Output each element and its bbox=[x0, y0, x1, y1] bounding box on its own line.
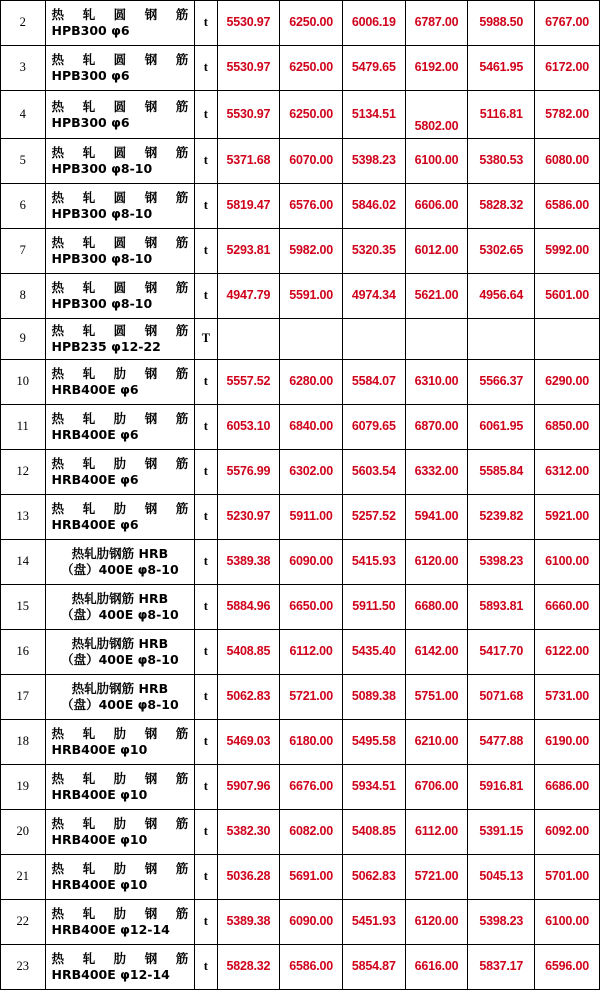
material-name-line2: HRB400E φ10 bbox=[51, 832, 148, 847]
price-value-cell: 5389.38 bbox=[217, 900, 280, 945]
price-value-cell: 4956.64 bbox=[468, 274, 535, 319]
material-name-cell bbox=[45, 810, 195, 855]
material-name-line2: HRB400E φ6 bbox=[51, 427, 139, 442]
price-value-cell bbox=[468, 319, 535, 360]
unit-cell: t bbox=[195, 675, 217, 720]
price-value-cell: 6586.00 bbox=[535, 184, 600, 229]
price-value-cell bbox=[535, 319, 600, 360]
price-value-cell: 6576.00 bbox=[280, 184, 343, 229]
price-value-cell bbox=[217, 319, 280, 360]
material-name-cell bbox=[45, 630, 195, 675]
material-name-line1: 热轧肋钢筋 bbox=[51, 501, 189, 517]
material-name-cell bbox=[45, 945, 195, 990]
price-value-cell: 6280.00 bbox=[280, 360, 343, 405]
table-body bbox=[1, 1, 600, 990]
table-row bbox=[1, 675, 600, 720]
material-name-line1: 热轧肋钢筋 bbox=[51, 411, 189, 427]
price-value-cell: 5701.00 bbox=[535, 855, 600, 900]
price-value-cell: 6616.00 bbox=[405, 945, 468, 990]
table-row bbox=[1, 540, 600, 585]
price-value-cell: 5585.84 bbox=[468, 450, 535, 495]
price-value-cell: 5530.97 bbox=[217, 1, 280, 46]
price-value-cell: 6302.00 bbox=[280, 450, 343, 495]
price-value-cell: 5320.35 bbox=[342, 229, 405, 274]
price-value-cell: 6079.65 bbox=[342, 405, 405, 450]
price-value-cell bbox=[280, 319, 343, 360]
price-value-cell: 6596.00 bbox=[535, 945, 600, 990]
price-value-cell: 5495.58 bbox=[342, 720, 405, 765]
row-index-cell: 18 bbox=[1, 720, 46, 765]
price-value-cell: 6250.00 bbox=[280, 1, 343, 46]
row-index-cell: 5 bbox=[1, 139, 46, 184]
row-index-cell: 7 bbox=[1, 229, 46, 274]
price-value-cell: 6100.00 bbox=[535, 900, 600, 945]
material-name-line1: 热轧圆钢筋 bbox=[51, 190, 189, 206]
material-name-line2: HPB300 φ8-10 bbox=[51, 161, 153, 176]
price-value-cell: 5988.50 bbox=[468, 1, 535, 46]
material-name-cell bbox=[45, 675, 195, 720]
price-value-cell: 5691.00 bbox=[280, 855, 343, 900]
price-value-cell: 6310.00 bbox=[405, 360, 468, 405]
material-name-line2: HRB400E φ6 bbox=[51, 517, 139, 532]
price-value-cell: 6006.19 bbox=[342, 1, 405, 46]
material-name-cell bbox=[45, 450, 195, 495]
table-row bbox=[1, 319, 600, 360]
price-value-cell: 6676.00 bbox=[280, 765, 343, 810]
price-value-cell: 6840.00 bbox=[280, 405, 343, 450]
material-name-line2: HPB235 φ12-22 bbox=[51, 339, 161, 354]
material-name-cell bbox=[45, 540, 195, 585]
price-value-cell: 6650.00 bbox=[280, 585, 343, 630]
price-value-cell: 5036.28 bbox=[217, 855, 280, 900]
table-row bbox=[1, 46, 600, 91]
unit-cell: t bbox=[195, 540, 217, 585]
price-value-cell: 5934.51 bbox=[342, 765, 405, 810]
table-row bbox=[1, 945, 600, 990]
unit-cell: t bbox=[195, 139, 217, 184]
price-value-cell: 5257.52 bbox=[342, 495, 405, 540]
unit-cell: t bbox=[195, 91, 217, 139]
price-value-cell: 5828.32 bbox=[217, 945, 280, 990]
price-value-cell: 5751.00 bbox=[405, 675, 468, 720]
price-value-cell: 5992.00 bbox=[535, 229, 600, 274]
material-name-line2: HRB400E φ6 bbox=[51, 382, 139, 397]
table-row bbox=[1, 91, 600, 139]
price-value-cell: 5062.83 bbox=[342, 855, 405, 900]
price-value-cell: 5371.68 bbox=[217, 139, 280, 184]
material-name-line1: 热轧肋钢筋 bbox=[51, 366, 189, 382]
price-value-cell: 6767.00 bbox=[535, 1, 600, 46]
price-value-cell: 6070.00 bbox=[280, 139, 343, 184]
price-value-cell: 6210.00 bbox=[405, 720, 468, 765]
unit-cell: t bbox=[195, 585, 217, 630]
unit-cell: t bbox=[195, 900, 217, 945]
unit-cell: t bbox=[195, 810, 217, 855]
price-value-cell: 5380.53 bbox=[468, 139, 535, 184]
price-value-cell: 5398.23 bbox=[468, 900, 535, 945]
price-value-cell: 5302.65 bbox=[468, 229, 535, 274]
material-name-cell bbox=[45, 765, 195, 810]
row-index-cell: 17 bbox=[1, 675, 46, 720]
table-row bbox=[1, 810, 600, 855]
price-value-cell: 5782.00 bbox=[535, 91, 600, 139]
table-row bbox=[1, 229, 600, 274]
price-value-cell: 5477.88 bbox=[468, 720, 535, 765]
price-value-cell: 5893.81 bbox=[468, 585, 535, 630]
unit-cell: t bbox=[195, 46, 217, 91]
table-row bbox=[1, 765, 600, 810]
material-name-line2: HPB300 φ6 bbox=[51, 114, 130, 130]
material-name-line2: （盘）400E φ8-10 bbox=[61, 562, 179, 577]
price-value-cell: 6120.00 bbox=[405, 900, 468, 945]
price-value-cell: 6250.00 bbox=[280, 46, 343, 91]
price-value-cell: 6100.00 bbox=[405, 139, 468, 184]
table-row bbox=[1, 855, 600, 900]
row-index-cell: 20 bbox=[1, 810, 46, 855]
price-value-cell: 5941.00 bbox=[405, 495, 468, 540]
row-index-cell: 9 bbox=[1, 319, 46, 360]
material-name-line2: （盘）400E φ8-10 bbox=[61, 697, 179, 712]
price-value-cell: 5435.40 bbox=[342, 630, 405, 675]
material-name-line1: 热轧圆钢筋 bbox=[51, 235, 189, 251]
material-name-cell bbox=[45, 585, 195, 630]
row-index-cell: 12 bbox=[1, 450, 46, 495]
price-value-cell: 6332.00 bbox=[405, 450, 468, 495]
price-value-cell: 5062.83 bbox=[217, 675, 280, 720]
price-value-cell: 5391.15 bbox=[468, 810, 535, 855]
price-value-cell: 5837.17 bbox=[468, 945, 535, 990]
price-value-cell: 4947.79 bbox=[217, 274, 280, 319]
material-name-cell bbox=[45, 1, 195, 46]
material-name-line2: HRB400E φ6 bbox=[51, 472, 139, 487]
material-name-line2: HRB400E φ10 bbox=[51, 877, 148, 892]
price-value-cell: 6082.00 bbox=[280, 810, 343, 855]
price-value-cell: 5911.50 bbox=[342, 585, 405, 630]
material-name-cell bbox=[45, 855, 195, 900]
price-value-cell: 6053.10 bbox=[217, 405, 280, 450]
row-index-cell: 16 bbox=[1, 630, 46, 675]
price-value-cell: 6290.00 bbox=[535, 360, 600, 405]
material-name-cell bbox=[45, 360, 195, 405]
price-value-cell bbox=[342, 319, 405, 360]
price-value-cell: 5584.07 bbox=[342, 360, 405, 405]
price-value-cell: 6180.00 bbox=[280, 720, 343, 765]
material-name-line1: 热轧圆钢筋 bbox=[51, 98, 189, 114]
row-index-cell: 13 bbox=[1, 495, 46, 540]
row-index-cell: 14 bbox=[1, 540, 46, 585]
price-value-cell: 5530.97 bbox=[217, 91, 280, 139]
price-value-cell: 6190.00 bbox=[535, 720, 600, 765]
price-value-cell: 5389.38 bbox=[217, 540, 280, 585]
material-name-line1: 热轧肋钢筋 HRB bbox=[71, 546, 169, 562]
unit-cell: t bbox=[195, 450, 217, 495]
price-value-cell: 5408.85 bbox=[217, 630, 280, 675]
row-index-cell: 15 bbox=[1, 585, 46, 630]
row-index-cell: 19 bbox=[1, 765, 46, 810]
table-row bbox=[1, 360, 600, 405]
unit-cell: t bbox=[195, 630, 217, 675]
material-name-cell bbox=[45, 495, 195, 540]
price-value-cell: 6172.00 bbox=[535, 46, 600, 91]
material-name-line1: 热轧肋钢筋 bbox=[51, 726, 189, 742]
price-value-cell: 5071.68 bbox=[468, 675, 535, 720]
price-value-cell: 5469.03 bbox=[217, 720, 280, 765]
unit-cell: t bbox=[195, 229, 217, 274]
material-name-line1: 热轧肋钢筋 bbox=[51, 951, 189, 967]
price-value-cell bbox=[405, 319, 468, 360]
material-name-cell bbox=[45, 405, 195, 450]
price-value-cell: 5293.81 bbox=[217, 229, 280, 274]
unit-cell: t bbox=[195, 184, 217, 229]
table-row bbox=[1, 630, 600, 675]
material-name-line2: HPB300 φ8-10 bbox=[51, 251, 153, 266]
price-value-cell: 5530.97 bbox=[217, 46, 280, 91]
price-value-cell: 5408.85 bbox=[342, 810, 405, 855]
price-value-cell: 6080.00 bbox=[535, 139, 600, 184]
table-row bbox=[1, 139, 600, 184]
material-name-cell bbox=[45, 900, 195, 945]
price-value-cell: 5884.96 bbox=[217, 585, 280, 630]
price-value-cell: 5603.54 bbox=[342, 450, 405, 495]
material-name-line1: 热轧圆钢筋 bbox=[51, 52, 189, 68]
price-value-cell: 5828.32 bbox=[468, 184, 535, 229]
price-value-cell: 5982.00 bbox=[280, 229, 343, 274]
material-name-cell bbox=[45, 720, 195, 765]
unit-cell: t bbox=[195, 360, 217, 405]
table-row bbox=[1, 900, 600, 945]
row-index-cell: 4 bbox=[1, 91, 46, 139]
material-name-line1: 热轧肋钢筋 HRB bbox=[71, 681, 169, 697]
material-name-line1: 热轧肋钢筋 bbox=[51, 906, 189, 922]
row-index-cell: 10 bbox=[1, 360, 46, 405]
price-value-cell: 5451.93 bbox=[342, 900, 405, 945]
price-value-cell: 6706.00 bbox=[405, 765, 468, 810]
material-name-line1: 热轧圆钢筋 bbox=[51, 145, 189, 161]
price-value-cell: 4974.34 bbox=[342, 274, 405, 319]
table-row bbox=[1, 495, 600, 540]
material-name-cell bbox=[45, 319, 195, 360]
row-index-cell: 23 bbox=[1, 945, 46, 990]
material-name-line1: 热轧肋钢筋 HRB bbox=[71, 636, 169, 652]
price-value-cell: 6192.00 bbox=[405, 46, 468, 91]
price-value-cell: 6586.00 bbox=[280, 945, 343, 990]
price-value-cell: 6870.00 bbox=[405, 405, 468, 450]
price-value-cell: 6090.00 bbox=[280, 540, 343, 585]
row-index-cell: 8 bbox=[1, 274, 46, 319]
material-name-cell bbox=[45, 91, 195, 139]
price-value-cell: 5591.00 bbox=[280, 274, 343, 319]
unit-cell: t bbox=[195, 1, 217, 46]
unit-cell: t bbox=[195, 765, 217, 810]
price-value-cell: 6606.00 bbox=[405, 184, 468, 229]
price-value-cell: 5907.96 bbox=[217, 765, 280, 810]
table-row bbox=[1, 405, 600, 450]
material-name-cell bbox=[45, 184, 195, 229]
row-index-cell: 3 bbox=[1, 46, 46, 91]
price-value-cell: 6112.00 bbox=[405, 810, 468, 855]
material-name-line2: HRB400E φ10 bbox=[51, 787, 148, 802]
material-name-line1: 热轧肋钢筋 bbox=[51, 456, 189, 472]
row-index-cell: 6 bbox=[1, 184, 46, 229]
price-value-cell: 5089.38 bbox=[342, 675, 405, 720]
price-value-cell: 6250.00 bbox=[280, 91, 343, 139]
price-value-cell: 5134.51 bbox=[342, 91, 405, 139]
row-index-cell: 21 bbox=[1, 855, 46, 900]
price-value-cell: 6012.00 bbox=[405, 229, 468, 274]
price-value-cell: 6142.00 bbox=[405, 630, 468, 675]
material-name-line1: 热轧肋钢筋 bbox=[51, 861, 189, 877]
price-value-cell: 5911.00 bbox=[280, 495, 343, 540]
price-value-cell: 6112.00 bbox=[280, 630, 343, 675]
price-value-cell: 5916.81 bbox=[468, 765, 535, 810]
price-value-cell: 6090.00 bbox=[280, 900, 343, 945]
price-value-cell: 5731.00 bbox=[535, 675, 600, 720]
price-value-cell: 5116.81 bbox=[468, 91, 535, 139]
price-value-cell: 6092.00 bbox=[535, 810, 600, 855]
price-value-cell: 5576.99 bbox=[217, 450, 280, 495]
price-value-cell: 5398.23 bbox=[468, 540, 535, 585]
price-value-cell: 5802.00 bbox=[405, 91, 468, 139]
table-row bbox=[1, 450, 600, 495]
price-value-cell: 5461.95 bbox=[468, 46, 535, 91]
material-name-cell bbox=[45, 274, 195, 319]
material-name-line2: HPB300 φ8-10 bbox=[51, 206, 153, 221]
material-name-cell bbox=[45, 139, 195, 184]
material-name-line2: （盘）400E φ8-10 bbox=[61, 652, 179, 667]
price-value-cell: 5721.00 bbox=[405, 855, 468, 900]
material-name-line2: HRB400E φ12-14 bbox=[51, 967, 170, 982]
price-value-cell: 5479.65 bbox=[342, 46, 405, 91]
material-name-line2: HPB300 φ8-10 bbox=[51, 296, 153, 311]
unit-cell: t bbox=[195, 945, 217, 990]
table-row bbox=[1, 274, 600, 319]
price-value-cell: 5854.87 bbox=[342, 945, 405, 990]
row-index-cell: 22 bbox=[1, 900, 46, 945]
price-value-cell: 6787.00 bbox=[405, 1, 468, 46]
price-value-cell: 6061.95 bbox=[468, 405, 535, 450]
material-name-cell bbox=[45, 46, 195, 91]
material-name-line1: 热轧圆钢筋 bbox=[51, 7, 189, 23]
price-value-cell: 5721.00 bbox=[280, 675, 343, 720]
price-value-cell: 5557.52 bbox=[217, 360, 280, 405]
table-row bbox=[1, 720, 600, 765]
material-name-line1: 热轧圆钢筋 bbox=[51, 323, 189, 339]
row-index-cell: 2 bbox=[1, 1, 46, 46]
price-value-cell: 5415.93 bbox=[342, 540, 405, 585]
price-value-cell: 5398.23 bbox=[342, 139, 405, 184]
price-value-cell: 5566.37 bbox=[468, 360, 535, 405]
unit-cell: t bbox=[195, 720, 217, 765]
material-name-line2: （盘）400E φ8-10 bbox=[61, 607, 179, 622]
price-value-cell: 5921.00 bbox=[535, 495, 600, 540]
price-value-cell: 5601.00 bbox=[535, 274, 600, 319]
material-name-line1: 热轧肋钢筋 bbox=[51, 771, 189, 787]
price-value-cell: 6122.00 bbox=[535, 630, 600, 675]
unit-cell: t bbox=[195, 855, 217, 900]
price-value-cell: 5230.97 bbox=[217, 495, 280, 540]
price-value-cell: 5239.82 bbox=[468, 495, 535, 540]
material-name-cell bbox=[45, 229, 195, 274]
row-index-cell: 11 bbox=[1, 405, 46, 450]
price-value-cell: 6100.00 bbox=[535, 540, 600, 585]
price-value-cell: 5417.70 bbox=[468, 630, 535, 675]
price-value-cell: 6660.00 bbox=[535, 585, 600, 630]
material-name-line2: HPB300 φ6 bbox=[51, 68, 130, 83]
material-name-line1: 热轧圆钢筋 bbox=[51, 280, 189, 296]
material-name-line1: 热轧肋钢筋 HRB bbox=[71, 591, 169, 607]
unit-cell: t bbox=[195, 405, 217, 450]
table-row bbox=[1, 1, 600, 46]
material-name-line2: HPB300 φ6 bbox=[51, 23, 130, 38]
price-value-cell: 5382.30 bbox=[217, 810, 280, 855]
unit-cell: t bbox=[195, 495, 217, 540]
price-value-cell: 5045.13 bbox=[468, 855, 535, 900]
price-value-cell: 6850.00 bbox=[535, 405, 600, 450]
unit-cell: T bbox=[195, 319, 217, 360]
price-value-cell: 5621.00 bbox=[405, 274, 468, 319]
price-value-cell: 6312.00 bbox=[535, 450, 600, 495]
table-row bbox=[1, 585, 600, 630]
price-value-cell: 6680.00 bbox=[405, 585, 468, 630]
price-value-cell: 6120.00 bbox=[405, 540, 468, 585]
price-value-cell: 5819.47 bbox=[217, 184, 280, 229]
unit-cell: t bbox=[195, 274, 217, 319]
table-row bbox=[1, 184, 600, 229]
price-value-cell: 5846.02 bbox=[342, 184, 405, 229]
price-value-cell: 6686.00 bbox=[535, 765, 600, 810]
material-name-line1: 热轧肋钢筋 bbox=[51, 816, 189, 832]
material-name-line2: HRB400E φ10 bbox=[51, 742, 148, 757]
material-name-line2: HRB400E φ12-14 bbox=[51, 922, 170, 937]
